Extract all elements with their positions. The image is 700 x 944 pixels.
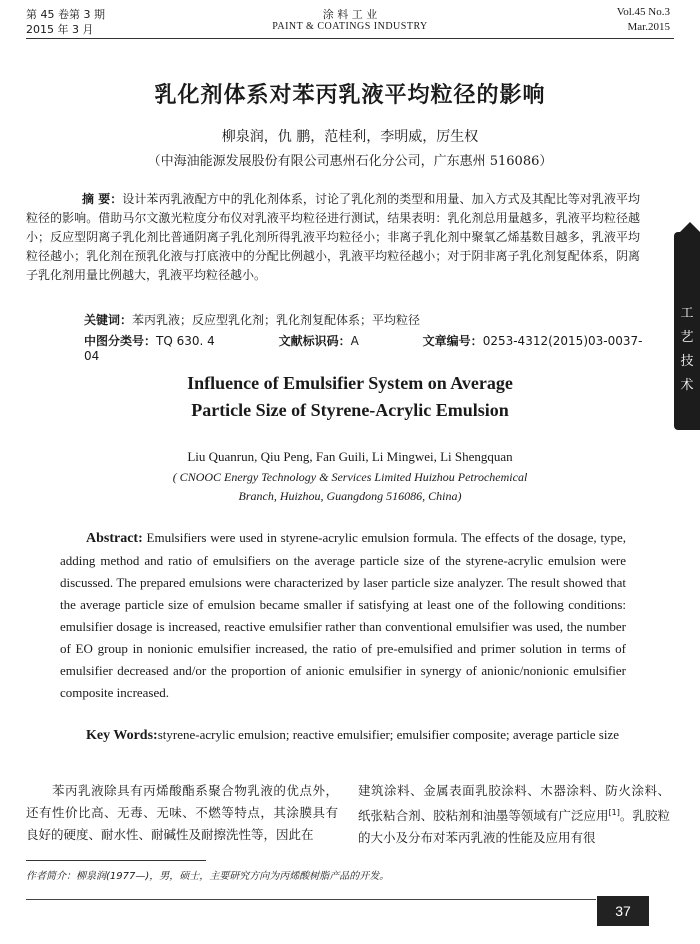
side-tab-char: 艺 <box>680 330 694 345</box>
section-side-tab <box>674 232 700 430</box>
keywords-en <box>60 724 626 747</box>
date-en: Mar.2015 <box>627 21 670 33</box>
keywords-en-label: Key Words: <box>86 728 158 743</box>
reference-marker: [1] <box>608 808 620 817</box>
affiliation-cn: （中海油能源发展股份有限公司惠州石化分公司，广东惠州 516086） <box>147 154 553 169</box>
article-number: 文章编号：0253-4312(2015)03-0037-04 <box>84 334 643 363</box>
authors-en: Liu Quanrun, Qiu Peng, Fan Guili, Li Mingwei, Li Shengquan <box>187 449 513 464</box>
clc-code: 中图分类号：TQ 630. 4 <box>84 334 215 348</box>
authors-cn: 柳泉润，仇 鹏，范桂利，李明威，厉生权 <box>221 129 479 145</box>
date-cn: 2015 年 3 月 <box>26 23 94 36</box>
abstract-cn <box>26 190 640 285</box>
side-tab-notch <box>680 222 700 232</box>
volume-issue-en: Vol.45 No.3 <box>616 6 670 18</box>
author-footnote: 作者简介：柳泉润(1977—)，男，硕士，主要研究方向为丙烯酸树脂产品的开发。 <box>26 871 390 882</box>
page-number: 37 <box>597 896 649 926</box>
header-divider <box>26 38 674 39</box>
journal-name-cn: 涂 料 工 业 <box>322 8 378 21</box>
paper-title-en: Influence of Emulsifier System on Average Particle Size of Styrene-Acrylic Emulsion <box>187 373 513 420</box>
abstract-en-label: Abstract: <box>86 531 143 546</box>
affiliation-en-line2: Branch, Huizhou, Guangdong 516086, China) <box>238 489 462 503</box>
side-tab-char: 工 <box>680 306 694 321</box>
classification-line <box>84 332 700 363</box>
side-tab-char: 技 <box>680 354 694 369</box>
body-column-right: 建筑涂料、金属表面乳胶涂料、木器涂料、防火涂料、纸张粘合剂、胶粘剂和油墨等领域有广泛应用[1]。乳胶粒的大小及分布对苯丙乳液的性能及应用有很 <box>358 783 670 846</box>
footnote-divider <box>26 860 206 861</box>
abstract-cn-text: 设计苯丙乳液配方中的乳化剂体系，讨论了乳化剂的类型和用量、加入方式及其配比等对乳液平均粒径的影响。借助马尔文激光粒度分布仪对乳液平均粒径进行测试，结果表明：乳化剂总用量越多，乳液平均粒径越小；反应型阴离子乳化剂比普通阴离子乳化剂所得乳液平均粒径小；非离子乳化剂中聚氧乙烯基数目越多，乳液平均粒径越小；乳化剂在预乳化液与打底液中的分配比例越小，乳液平均粒径越小；对于阴非离子乳化剂复配体系，阴离子乳化剂用量比例越大，乳液平均粒径越小。 <box>26 192 640 282</box>
affiliation-en-line1: ( CNOOC Energy Technology & Services Limited Huizhou Petrochemical <box>172 470 528 484</box>
volume-issue-cn: 第 45 卷第 3 期 <box>26 8 105 21</box>
keywords-cn-text: 苯丙乳液；反应型乳化剂；乳化剂复配体系；平均粒径 <box>132 313 421 327</box>
keywords-en-text: styrene-acrylic emulsion; reactive emulsifier; emulsifier composite; average particle size <box>157 727 620 742</box>
paper-title-cn: 乳化剂体系对苯丙乳液平均粒径的影响 <box>154 83 546 108</box>
abstract-en <box>60 527 626 704</box>
side-tab-char: 术 <box>680 378 694 393</box>
document-code: 文献标识码：A <box>278 334 359 348</box>
abstract-en-text: Emulsifiers were used in styrene-acrylic emulsion formula. The effects of the dosage, type, adding method and ratio of emulsifiers on the average particle size of the styrene-acrylic emulsion were discussed. The prepared emulsions were characterized by laser particle size analyzer. The result showed that the average particle size of emulsion became smaller if satisfying at least one of the following conditions: emulsifier dosage is increased, reactive emulsifier rather than conventional emulsifier was used, the number of EO group in nonionic emulsifier increased, the ratio of pre-emulsified and primer solution in terms of emulsifier decreased and/or the proportion of anionic emulsifier in synergy of anionic/nonionic emulsifier composite increased. <box>60 530 626 700</box>
keywords-cn <box>84 311 420 328</box>
footer-divider <box>26 899 596 900</box>
keywords-cn-label: 关键词： <box>84 313 133 327</box>
journal-name-en: PAINT & COATINGS INDUSTRY <box>272 21 428 32</box>
abstract-cn-label: 摘 要： <box>82 192 123 206</box>
body-column-left: 苯丙乳液除具有丙烯酸酯系聚合物乳液的优点外，还有性价比高、无毒、无味、不燃等特点，其涂膜具有良好的硬度、耐水性、耐碱性及耐擦洗性等，因此在 <box>26 783 338 842</box>
